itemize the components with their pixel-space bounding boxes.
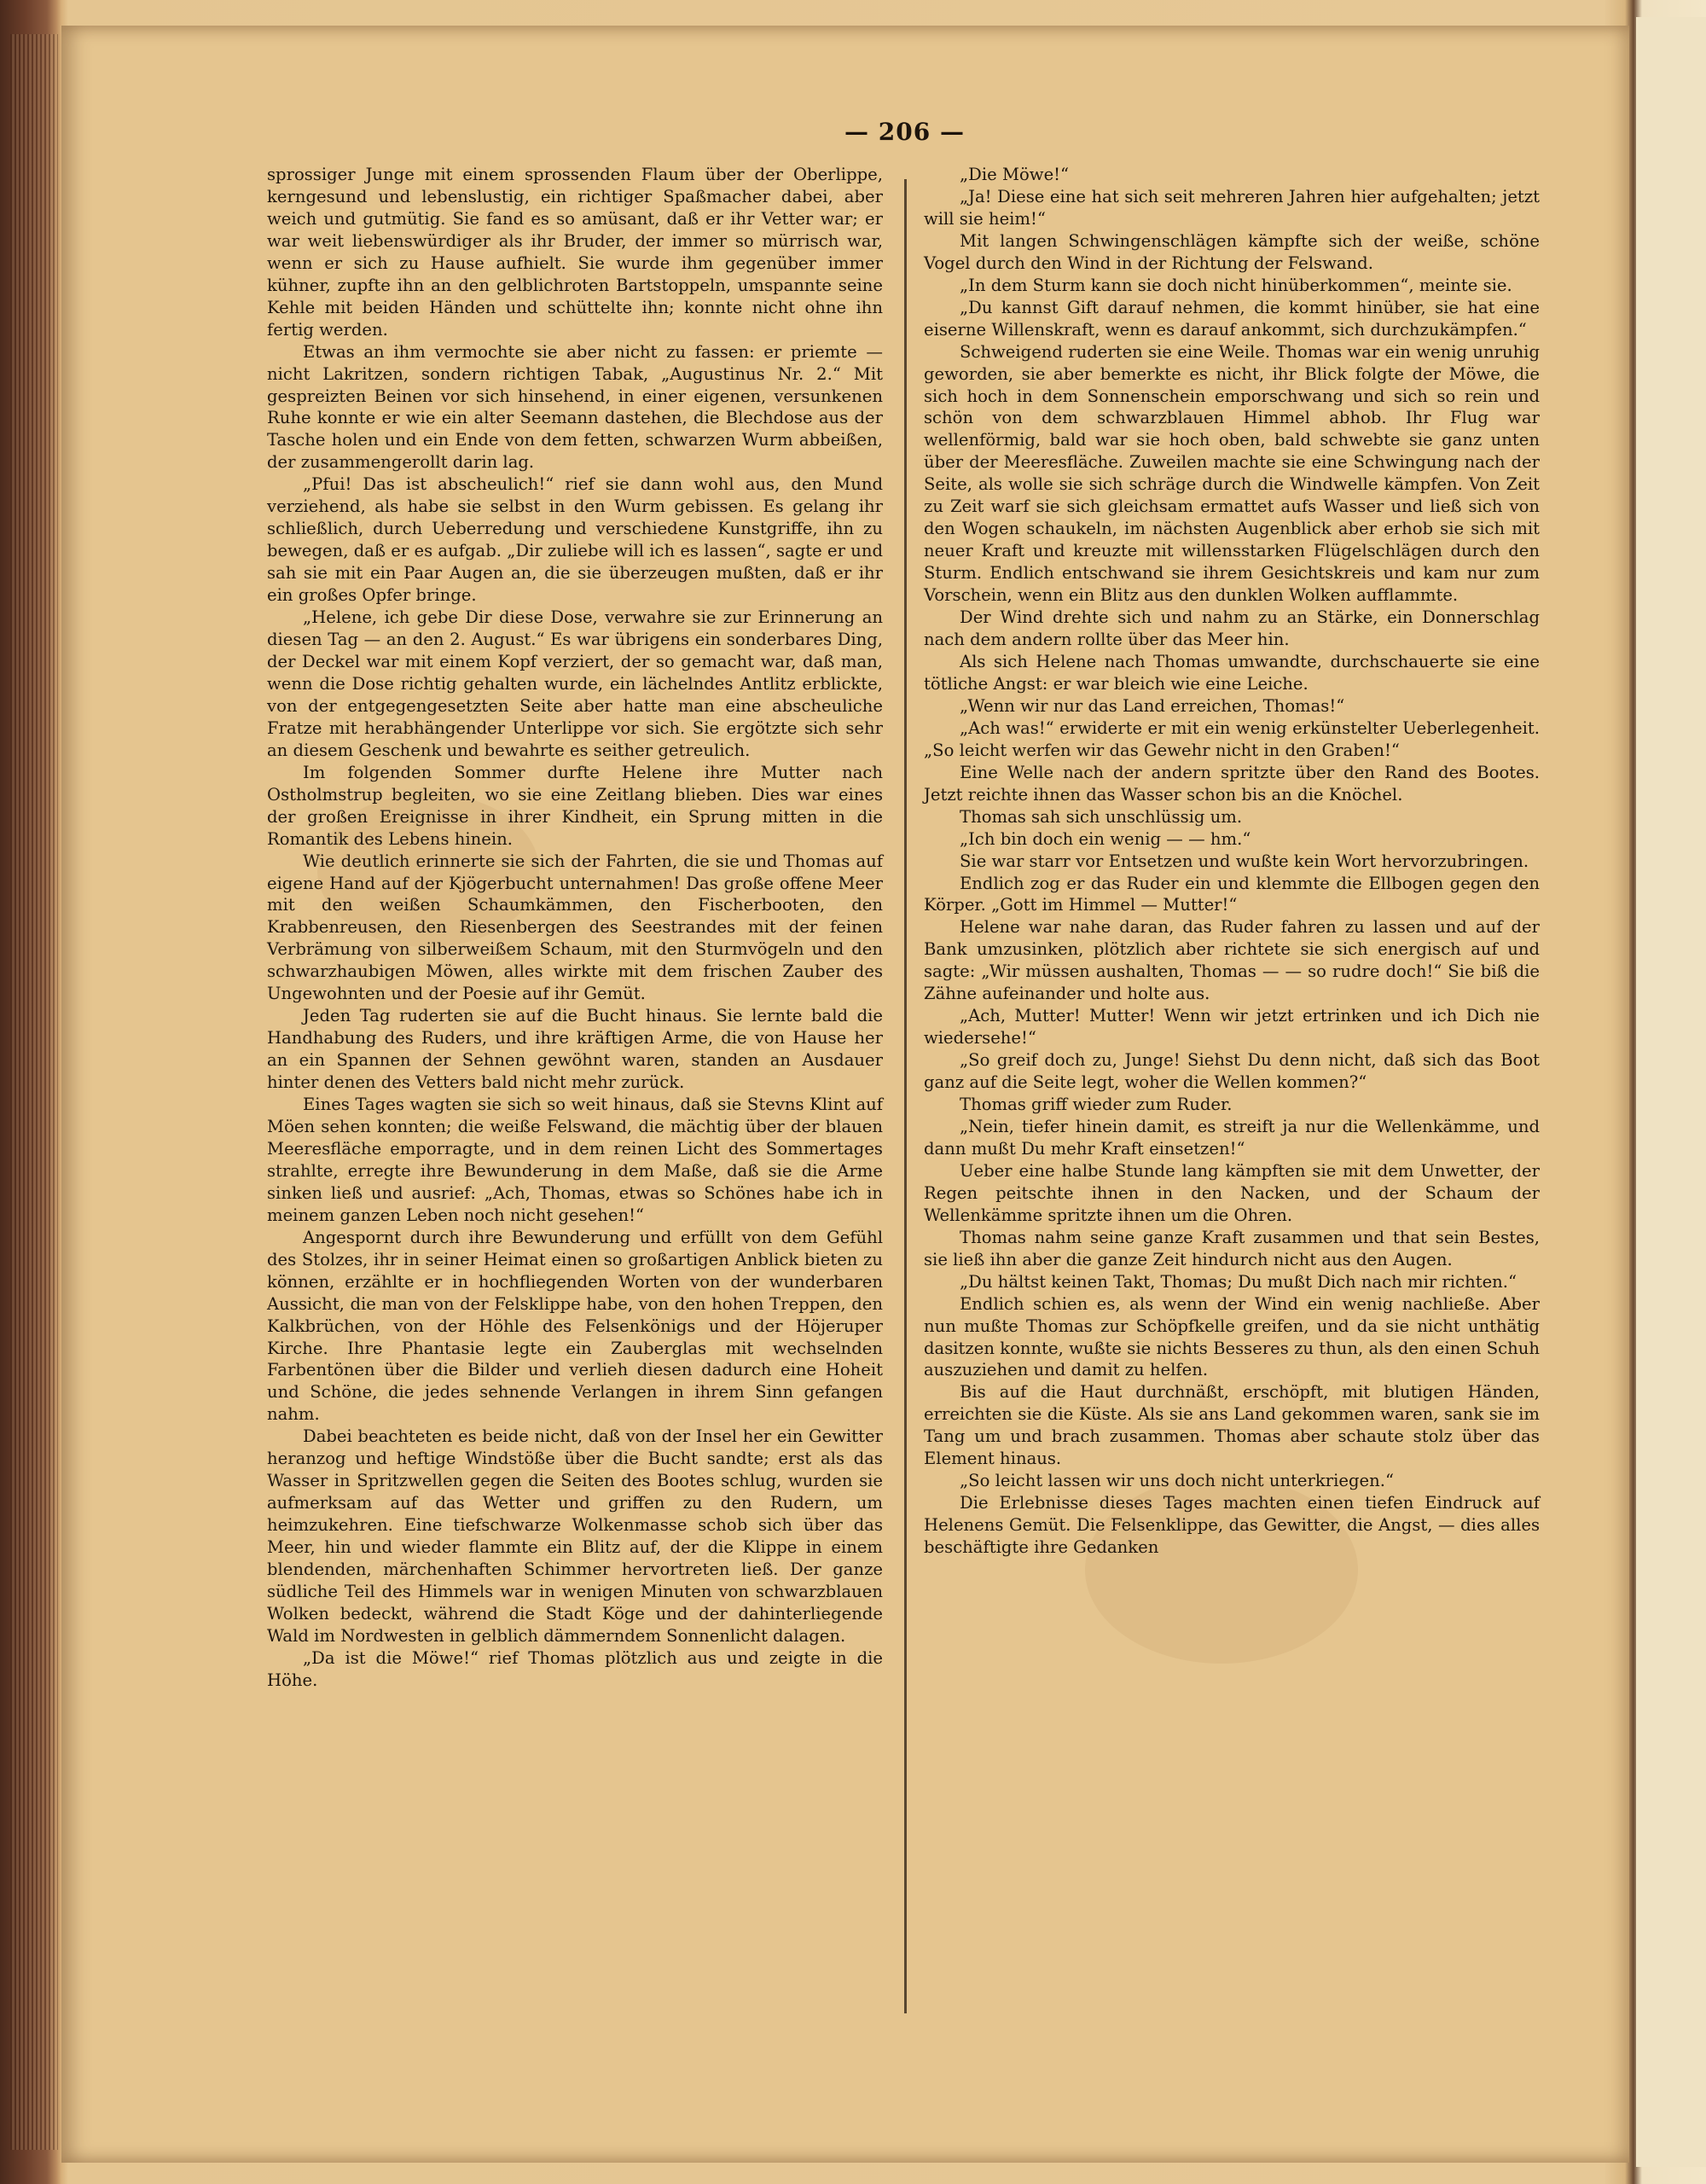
- paragraph: Sie war starr vor Entsetzen und wußte kein Wort hervorzubringen.: [960, 851, 1529, 871]
- paragraph: Dabei beachteten es beide nicht, daß von der Insel her ein Gewitter heranzog und heftige Windstöße über die Bucht sandte; erst als das Wasser in Spritzwellen gegen die Seiten des Bootes schlug, wurden sie aufmerksam auf das Wetter und griffen zu den Rudern, um heimzukehren. Eine tiefschwarze Wolkenmasse schob sich über das Meer, hin und wieder flammte ein Blitz auf, der die Klippe in einem blendenden, märchenhaften Schimmer hervortreten ließ. Der ganze südliche Teil des Himmels war in wenigen Minuten von schwarzblauen Wolken bedeckt, während die Stadt Köge und der dahinterliegende Wald im Nordwesten in gelblich dämmerndem Sonnenlicht dalagen.: [267, 1426, 883, 1646]
- paragraph: „Nein, tiefer hinein damit, es streift ja nur die Wellenkämme, und dann mußt Du mehr Kraft einsetzen!“: [924, 1116, 1540, 1159]
- facing-page-edge: [1636, 17, 1706, 2167]
- paragraph: sprossiger Junge mit einem sprossenden Flaum über der Oberlippe, kerngesund und lebenslustig, ein richtiger Spaßmacher dabei, aber weich und gutmütig. Sie fand es so amüsant, daß er ihr Vetter war; er war weit liebenswürdiger als ihr Bruder, der immer so mürrisch war, wenn er sich zu Hause aufhielt. Sie wurde ihm gegenüber immer kühner, zupfte ihn an den gelblichroten Bartstoppeln, umspannte seine Kehle mit beiden Händen und schüttelte ihn; konnte nicht ohne ihn fertig werden.: [267, 165, 883, 340]
- paragraph: Jeden Tag ruderten sie auf die Bucht hinaus. Sie lernte bald die Handhabung des Ruders, und ihre kräftigen Arme, die von Hause her an ein Spannen der Sehnen gewöhnt waren, standen an Ausdauer hinter denen des Vetters bald nicht mehr zurück.: [267, 1006, 883, 1093]
- paragraph: Die Erlebnisse dieses Tages machten einen tiefen Eindruck auf Helenens Gemüt. Die Felsenklippe, das Gewitter, die Angst, — dies alles beschäftigte ihre Gedanken: [924, 1493, 1540, 1558]
- paragraph: „Wenn wir nur das Land erreichen, Thomas!“: [960, 695, 1345, 716]
- paragraph: Der Wind drehte sich und nahm zu an Stärke, ein Donnerschlag nach dem andern rollte über das Meer hin.: [924, 607, 1540, 650]
- paragraph: „Pfui! Das ist abscheulich!“ rief sie dann wohl aus, den Mund verziehend, als habe sie selbst in den Wurm gebissen. Es gelang ihr schließlich, durch Ueberredung und verschiedene Kunstgriffe, ihn zu bewegen, daß er es aufgab. „Dir zuliebe will ich es lassen“, sagte er und sah sie mit ein Paar Augen an, die sie überzeugen mußten, daß er ihr ein großes Opfer bringe.: [267, 474, 883, 606]
- paragraph: Bis auf die Haut durchnäßt, erschöpft, mit blutigen Händen, erreichten sie die Küste. Als sie ans Land gekommen waren, sank sie im Tang um und brach zusammen. Thomas aber schaute stolz über das Element hinaus.: [924, 1382, 1540, 1469]
- paragraph: Endlich schien es, als wenn der Wind ein wenig nachließe. Aber nun mußte Thomas zur Schöpfkelle greifen, und da sie nicht unthätig dasitzen konnte, wußte sie nichts Besseres zu thun, als den einen Schuh auszuziehen und damit zu helfen.: [924, 1293, 1540, 1380]
- paragraph: Mit langen Schwingenschlägen kämpfte sich der weiße, schöne Vogel durch den Wind in der Richtung der Felswand.: [924, 230, 1540, 273]
- paragraph: „Die Möwe!“: [960, 165, 1070, 184]
- paragraph: „So greif doch zu, Junge! Siehst Du denn nicht, daß sich das Boot ganz auf die Seite legt, woher die Wellen kommen?“: [924, 1050, 1540, 1093]
- paragraph: Als sich Helene nach Thomas umwandte, durchschauerte sie eine tötliche Angst: er war bleich wie eine Leiche.: [924, 651, 1540, 694]
- paragraph: „Du hältst keinen Takt, Thomas; Du mußt Dich nach mir richten.“: [960, 1271, 1517, 1292]
- paragraph: „Da ist die Möwe!“ rief Thomas plötzlich aus und zeigte in die Höhe.: [267, 1647, 883, 1690]
- column-divider: [904, 179, 907, 2013]
- paragraph: Angespornt durch ihre Bewunderung und erfüllt von dem Gefühl des Stolzes, ihr in seiner Heimat einen so großartigen Anblick bieten zu können, erzählte er in hochfliegenden Worten von der wunderbaren Aussicht, die man von der Felsklippe habe, von den hohen Treppen, den Kalkbrüchen, von der Höhle des Felsenkönigs und der Höjeruper Kirche. Ihre Phantasie legte ein Zauberglas mit wechselnden Farbentönen über die Bilder und verlieh diesen dadurch eine Hoheit und Schöne, die jedes sehnende Verlangen in ihrem Sinn gefangen nahm.: [267, 1227, 883, 1425]
- paragraph: „Helene, ich gebe Dir diese Dose, verwahre sie zur Erinnerung an diesen Tag — an den 2. August.“ Es war übrigens ein sonderbares Ding, der Deckel war mit einem Kopf verziert, der so gemacht war, daß man, wenn die Dose richtig gehalten wurde, ein lächelndes Antlitz erblickte, von der entgegengesetzten Seite aber hatte man eine abscheuliche Fratze mit herabhängender Unterlippe vor sich. Sie ergötzte sich sehr an diesem Geschenk und bewahrte es seither getreulich.: [267, 607, 883, 760]
- paragraph: Ueber eine halbe Stunde lang kämpften sie mit dem Unwetter, der Regen peitschte ihnen in den Nacken, und der Schaum der Wellenkämme spritzte ihnen um die Ohren.: [924, 1160, 1540, 1225]
- paragraph: Thomas nahm seine ganze Kraft zusammen und that sein Bestes, sie ließ ihn aber die ganze Zeit hindurch nicht aus den Augen.: [924, 1227, 1540, 1269]
- paragraph: „Ach, Mutter! Mutter! Wenn wir jetzt ertrinken und ich Dich nie wiedersehe!“: [924, 1006, 1540, 1048]
- paragraph: Etwas an ihm vermochte sie aber nicht zu fassen: er priemte — nicht Lakritzen, sondern richtigen Tabak, „Augustinus Nr. 2.“ Mit gespreizten Beinen vor sich hinsehend, in einer eigenen, versunkenen Ruhe konnte er wie ein alter Seemann dastehen, die Blechdose aus der Tasche holen und ein Ende von dem fetten, schwarzen Wurm abbeißen, der zusammengerollt darin lag.: [267, 341, 883, 473]
- paragraph: „So leicht lassen wir uns doch nicht unterkriegen.“: [960, 1471, 1394, 1491]
- paragraph: „In dem Sturm kann sie doch nicht hinüberkommen“, meinte sie.: [960, 275, 1512, 295]
- paragraph: Eines Tages wagten sie sich so weit hinaus, daß sie Stevns Klint auf Möen sehen konnten; die weiße Felswand, die mächtig über der blauen Meeresfläche emporragte, und in dem reinen Licht des Sommertages strahlte, erregte ihre Bewunderung in dem Maße, daß sie die Arme sinken ließ und ausrief: „Ach, Thomas, etwas so Schönes habe ich in meinem ganzen Leben noch nicht gesehen!“: [267, 1095, 883, 1225]
- paragraph: „Ach was!“ erwiderte er mit ein wenig erkünstelter Ueberlegenheit. „So leicht werfen wir das Gewehr nicht in den Graben!“: [924, 717, 1540, 760]
- paragraph: Schweigend ruderten sie eine Weile. Thomas war ein wenig unruhig geworden, sie aber bemerkte es nicht, ihr Blick folgte der Möwe, die sich hoch in dem Sonnenschein emporschwang und sich so rein und schön von dem schwarzblauen Himmel abhob. Ihr Flug war wellenförmig, bald war sie hoch oben, bald schwebte sie ganz unten über der Meeresfläche. Zuweilen machte sie eine Schwingung nach der Seite, als wolle sie sich schräge durch die Windwelle kämpfen. Von Zeit zu Zeit warf sie sich gleichsam ermattet aufs Wasser und ließ sich von den Wogen schaukeln, im nächsten Augenblick aber erhob sie sich mit neuer Kraft und kreuzte mit willensstarken Flügelschlägen durch den Sturm. Endlich entschwand sie ihrem Gesichtskreis und kam nur zum Vorschein, wenn ein Blitz aus den dunklen Wolken aufflammte.: [924, 341, 1540, 606]
- paragraph: Endlich zog er das Ruder ein und klemmte die Ellbogen gegen den Körper. „Gott im Himmel — Mutter!“: [924, 873, 1540, 915]
- paragraph: Thomas griff wieder zum Ruder.: [960, 1095, 1233, 1115]
- left-column: [267, 164, 883, 1692]
- paragraph: „Du kannst Gift darauf nehmen, die kommt hinüber, sie hat eine eiserne Willenskraft, wenn es darauf ankommt, sich durchzukämpfen.“: [924, 297, 1540, 340]
- paragraph: Eine Welle nach der andern spritzte über den Rand des Bootes. Jetzt reichte ihnen das Wasser schon bis an die Knöchel.: [924, 762, 1540, 804]
- page-edges: [10, 34, 58, 2150]
- paragraph: „Ich bin doch ein wenig — — hm.“: [960, 828, 1251, 849]
- right-column: [924, 164, 1540, 1559]
- paragraph: Thomas sah sich unschlüssig um.: [960, 806, 1243, 827]
- paragraph: Wie deutlich erinnerte sie sich der Fahrten, die sie und Thomas auf eigene Hand auf der Kjögerbucht unternahmen! Das große offene Meer mit den weißen Schaumkämmen, den Fischerbooten, den Krabbenreusen, den Riesenbergen des Seestrandes mit der feinen Verbrämung von silberweißem Schaum, mit den Sturmvögeln und den schwarzhaubigen Möwen, alles wirkte mit dem frischen Zauber des Ungewohnten und der Poesie auf ihr Gemüt.: [267, 851, 883, 1004]
- page-number: — 206 —: [844, 118, 965, 146]
- paragraph: Im folgenden Sommer durfte Helene ihre Mutter nach Ostholmstrup begleiten, wo sie eine Zeitlang blieben. Dies war eines der großen Ereignisse in ihrer Kindheit, ein Sprung mitten in die Romantik des Lebens hinein.: [267, 762, 883, 849]
- paragraph: Helene war nahe daran, das Ruder fahren zu lassen und auf der Bank umzusinken, plötzlich aber richtete sie sich energisch auf und sagte: „Wir müssen aushalten, Thomas — — so rudre doch!“ Sie biß die Zähne aufeinander und holte aus.: [924, 917, 1540, 1004]
- paragraph: „Ja! Diese eine hat sich seit mehreren Jahren hier aufgehalten; jetzt will sie heim!“: [924, 186, 1540, 229]
